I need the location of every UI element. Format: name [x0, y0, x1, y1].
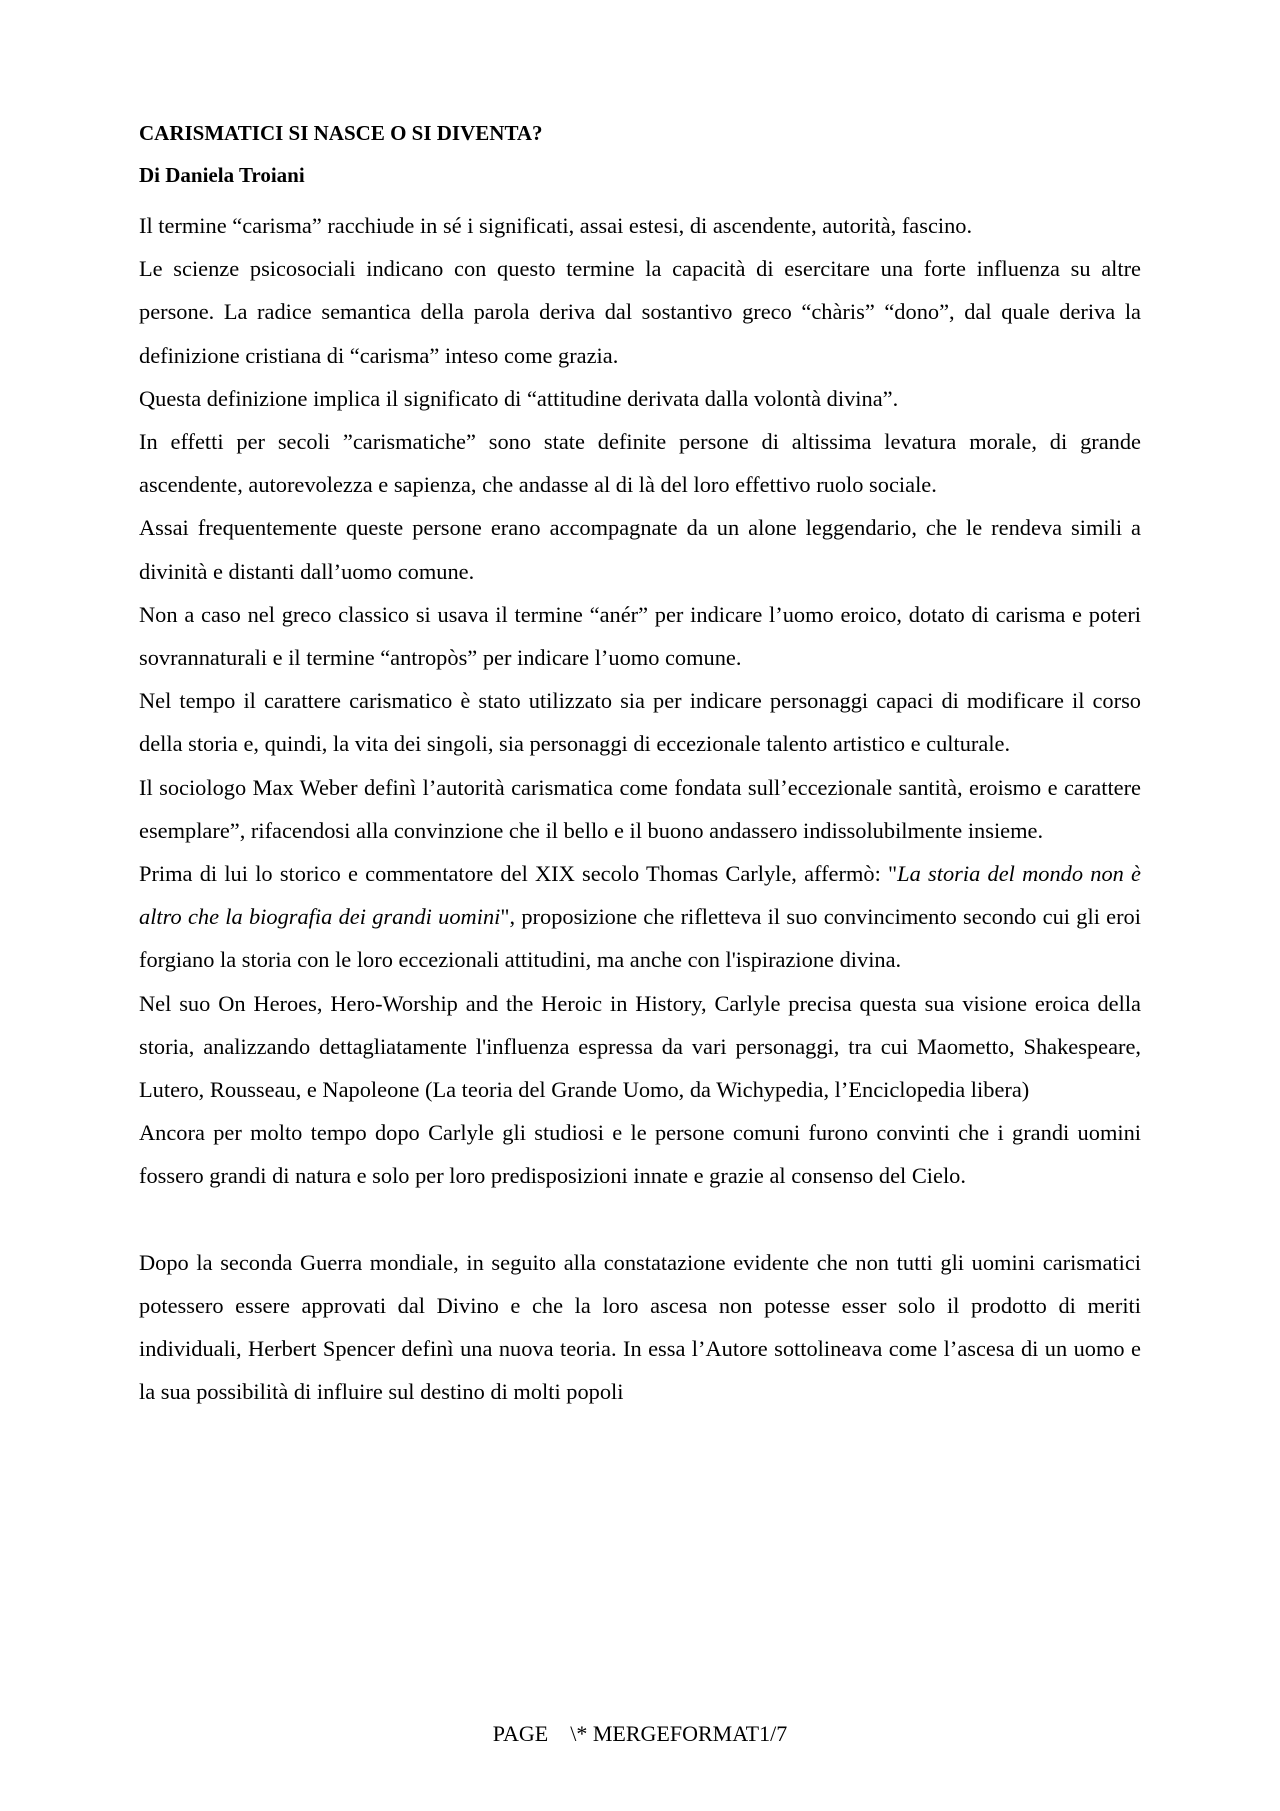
carlyle-text-before: Prima di lui lo storico e commentatore del XIX secolo Thomas Carlyle, affermò: " [139, 861, 898, 887]
paragraph: Dopo la seconda Guerra mondiale, in seguito alla constatazione evidente che non tutti gli uomini carismatici potessero essere approvati dal Divino e che la loro ascesa non potesse esser solo il prodotto di meriti individuali, Herbert Spencer definì una nuova teoria. In essa l’Autore sottolineava come l’ascesa di un uomo e la sua possibilità di influire sul destino di molti popoli [139, 1249, 1141, 1405]
document-body [139, 118, 1141, 1413]
footer-page-number: 1 [759, 1721, 771, 1746]
paragraph: Nel suo On Heroes, Hero-Worship and the Heroic in History, Carlyle precisa questa sua visione eroica della storia, analizzando dettagliatamente l'influenza espressa da vari personaggi, tra cui Maometto, Shakespeare, Lutero, Rousseau, e Napoleone (La teoria del Grande Uomo, da Wichypedia, l’Enciclopedia libera) [139, 990, 1141, 1103]
paragraph: Ancora per molto tempo dopo Carlyle gli studiosi e le persone comuni furono convinti che i grandi uomini fossero grandi di natura e solo per loro predisposizioni innate e grazie al consenso del Cielo. [139, 1120, 1141, 1189]
footer-page-total: 7 [776, 1721, 788, 1746]
footer-field-code: \* MERGEFORMAT [570, 1721, 760, 1746]
paragraph: In effetti per secoli ”carismatiche” sono state definite persone di altissima levatura morale, di grande ascendente, autorevolezza e sapienza, che andasse al di là del loro effettivo ruolo sociale. [139, 429, 1141, 498]
paragraph: Assai frequentemente queste persone erano accompagnate da un alone leggendario, che le rendeva simili a divinità e distanti dall’uomo comune. [139, 515, 1141, 584]
empty-line [139, 1198, 1141, 1241]
paragraph: Le scienze psicosociali indicano con questo termine la capacità di esercitare una forte influenza su altre persone. La radice semantica della parola deriva dal sostantivo greco “chàris” “dono”, dal quale deriva la definizione cristiana di “carisma” inteso come grazia. [139, 256, 1141, 368]
carlyle-quote: La storia del mondo non è altro che la biografia dei grandi uomini [139, 861, 1141, 930]
paragraph: Nel tempo il carattere carismatico è stato utilizzato sia per indicare personaggi capaci di modificare il corso della storia e, quindi, la vita dei singoli, sia personaggi di eccezionale talento artistico e culturale. [139, 688, 1141, 757]
paragraph: Questa definizione implica il significato di “attitudine derivata dalla volontà divina”. [139, 385, 899, 411]
carlyle-text-after: ", proposizione che rifletteva il suo convincimento secondo cui gli eroi forgiano la storia con le loro eccezionali attitudini, ma anche con l'ispirazione divina. [139, 904, 1141, 973]
footer-separator: / [770, 1721, 777, 1746]
document-title: CARISMATICI SI NASCE O SI DIVENTA? [139, 121, 543, 145]
paragraph: Il sociologo Max Weber definì l’autorità carismatica come fondata sull’eccezionale santità, eroismo e carattere esemplare”, rifacendosi alla convinzione che il bello e il buono andassero indissolubilmente insieme. [139, 774, 1141, 843]
paragraph-carlyle [139, 852, 1141, 982]
page-footer [0, 1719, 1280, 1749]
footer-page-label: PAGE [492, 1721, 549, 1746]
document-author: Di Daniela Troiani [139, 163, 305, 187]
paragraph: Il termine “carisma” racchiude in sé i significati, assai estesi, di ascendente, autorità, fascino. [139, 213, 973, 238]
paragraph: Non a caso nel greco classico si usava il termine “anér” per indicare l’uomo eroico, dotato di carisma e poteri sovrannaturali e il termine “antropòs” per indicare l’uomo comune. [139, 601, 1141, 671]
